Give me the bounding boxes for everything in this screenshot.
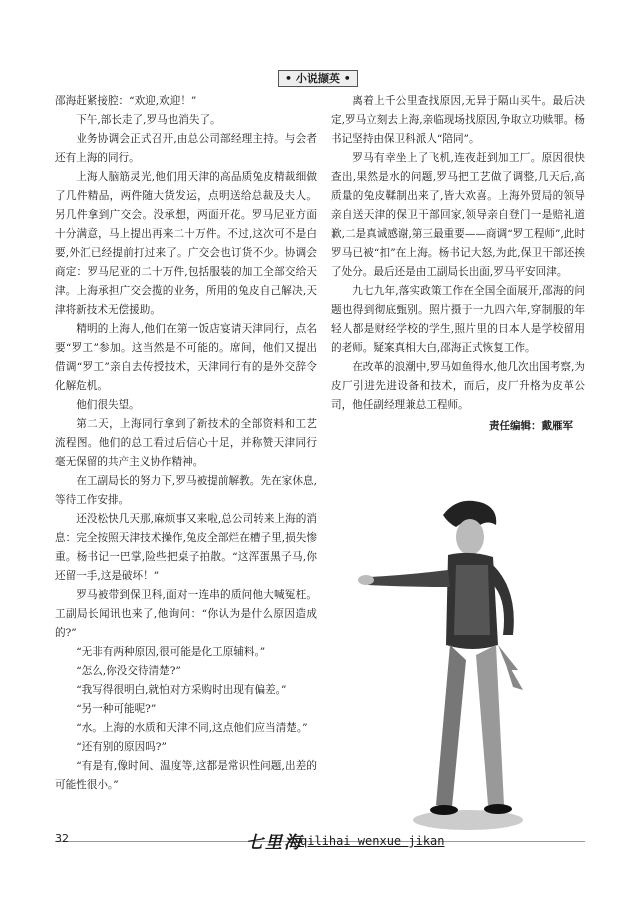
paragraph: 邵海赶紧接腔：“欢迎,欢迎！” [55, 95, 197, 107]
magazine-name-en: qilihai wenxue jikan [300, 834, 445, 848]
paragraph: 九七九年,落实政策工作在全国全面展开,邵海的问题也得到彻底甄别。照片摄于一九四六年,穿制服的年轻人都是财经学校的学生,照片里的日本人是学校留用的老师。疑案真相大白,邵海正式恢复工作。 [331, 285, 585, 354]
paragraph: 罗马有幸坐上了飞机,连夜赶到加工厂。原因很快查出,果然是水的问题,罗马把工艺做了调整,几天后,高质量的兔皮鞣制出来了,皆大欢喜。上海外贸局的领导亲自送天津的保卫干部回家,领导亲自登门一是赔礼道歉,二是真诚感谢,第三最重要——商调“罗工程师”,此时罗马已被“扣”在上海。杨书记大怒,为此,保卫干部还挨了处分。最后还是由工副局长出面,罗马平安回津。 [331, 152, 585, 278]
editor-credit: 责任编辑：戴雁军 [489, 420, 573, 432]
section-tag: • 小说撷英 • [278, 70, 358, 87]
paragraph: “还有别的原因吗?” [76, 741, 167, 753]
paragraph: “怎么,你没交待清楚?” [76, 665, 181, 677]
paragraph: “无非有两种原因,很可能是化工原辅料。” [76, 646, 266, 658]
paragraph: “我写得很明白,就怕对方采购时出现有偏差。” [76, 684, 287, 696]
paragraph: 在改革的浪潮中,罗马如鱼得水,他几次出国考察,为皮厂引进先进设备和技术，而后，皮厂升格为皮革公司，他任副经理兼总工程师。 [331, 361, 585, 411]
paragraph: 离着上千公里查找原因,无异于隔山买牛。最后决定,罗马立刻去上海,亲临现场找原因,争取立功赎罪。杨书记坚持由保卫科派人“陪同”。 [331, 95, 585, 145]
right-column [331, 92, 585, 436]
dancer-photo [348, 495, 580, 835]
paragraph: 还没松快几天那,麻烦事又来啦,总公司转来上海的消息：完全按照天津技术操作,兔皮全部烂在槽子里,损失惨重。杨书记一巴掌,险些把桌子拍散。“这浑蛋黑子马,你还留一手,这是破坏！” [55, 513, 317, 582]
paragraph: “有是有,像时间、温度等,这都是常识性问题,出差的可能性很小。” [55, 760, 317, 791]
paragraph: 精明的上海人,他们在第一饭店宴请天津同行，点名要“罗工”参加。这当然是不可能的。席间，他们又提出借调“罗工”亲自去传授技术，天津同行有的是外交辞令化解危机。 [55, 323, 317, 392]
paragraph: 第二天，上海同行拿到了新技术的全部资料和工艺流程图。他们的总工看过后信心十足，并称赞天津同行毫无保留的共产主义协作精神。 [55, 418, 317, 468]
paragraph: 下午,部长走了,罗马也消失了。 [76, 114, 221, 126]
paragraph: 他们很失望。 [76, 399, 140, 411]
magazine-logo: 七里海 [246, 833, 303, 853]
left-column [55, 92, 317, 795]
paragraph: 罗马被带到保卫科,面对一连串的质问他大喊冤枉。工副局长闻讯也来了,他询问：“你认为是什么原因造成的?” [55, 589, 317, 639]
paragraph: “另一种可能呢?” [76, 703, 157, 715]
paragraph: “水。上海的水质和天津不同,这点他们应当清楚。” [76, 722, 308, 734]
paragraph: 在工副局长的努力下,罗马被提前解教。先在家休息,等待工作安排。 [55, 475, 317, 506]
page-number: 32 [55, 832, 69, 845]
paragraph: 上海人脑筋灵光,他们用天津的高品质兔皮精裁细做了几件精品，两件随大货发运，点明送给总裁及夫人。另几件拿到广交会。没承想，两面开花。罗马尼亚方面十分满意，马上提出再来二十万件。不过,这次可不是白要,外汇已经提前打过来了。广交会也订货不少。协调会商定：罗马尼亚的二十万件,包括服装的加工全部交给天津。上海承担广交会揽的业务，所用的兔皮自己解决,天津将新技术无偿援助。 [55, 171, 317, 316]
paragraph: 业务协调会正式召开,由总公司部经理主持。与会者还有上海的同行。 [55, 133, 317, 164]
